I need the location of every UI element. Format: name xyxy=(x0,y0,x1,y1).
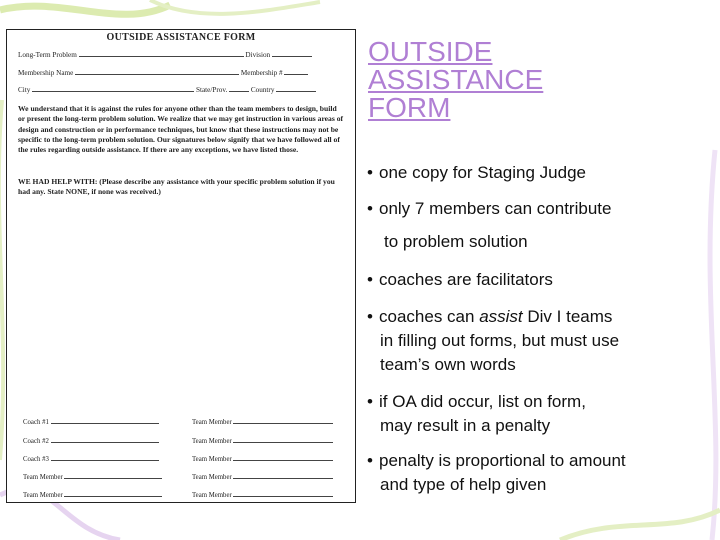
slide-title-line: FORM xyxy=(368,92,451,123)
signature-coach-1: Coach #1 xyxy=(23,417,159,426)
field-label-city: City xyxy=(18,86,31,94)
slide-title-line: ASSISTANCE xyxy=(368,64,544,95)
field-label-country: Country xyxy=(250,86,275,94)
slide-title xyxy=(368,38,668,122)
form-row-membership xyxy=(18,68,308,77)
signature-coach-2: Coach #2 xyxy=(23,436,159,445)
form-help-prompt: WE HAD HELP WITH: (Please describe any assistance with your specific problem solution if you had any. State NONE, if none was received.) xyxy=(18,177,335,197)
signature-team-member: Team Member xyxy=(192,454,333,463)
field-label-membership-name: Membership Name xyxy=(18,69,74,77)
field-line xyxy=(284,68,308,75)
field-label-problem: Long-Term Problem xyxy=(18,51,77,59)
field-line xyxy=(229,85,249,92)
green-swirl-top xyxy=(0,5,170,14)
field-line xyxy=(276,85,316,92)
form-title: OUTSIDE ASSISTANCE FORM xyxy=(106,32,256,43)
slide-title-line: OUTSIDE xyxy=(368,36,493,67)
bullet-icon: • xyxy=(367,270,373,289)
form-row-location xyxy=(18,85,316,94)
bullet-icon: • xyxy=(367,392,373,411)
outside-assistance-form-image xyxy=(6,29,356,503)
signature-team-member: Team Member xyxy=(192,472,333,481)
bullet-coaches-facilitators: • coaches are facilitators xyxy=(367,268,553,292)
form-statement: We understand that it is against the rules for anyone other than the team members to design, build or present the long-term problem solution. We realize that we may get instruction in various areas of design and construction or in performance techniques, but know that these instructions may not be specific to the long-term problem solution. Our signatures below signify that we have followed all of the rules regarding outside assistance. If there are any exceptions, we have listed those. xyxy=(18,104,344,155)
signature-team-member: Team Member xyxy=(23,490,162,499)
bullet-staging-judge: • one copy for Staging Judge xyxy=(367,161,586,185)
field-line xyxy=(272,50,312,57)
green-swirl-top-2 xyxy=(150,0,320,14)
field-label-division: Division xyxy=(245,51,271,59)
signature-team-member: Team Member xyxy=(192,490,333,499)
bullet-icon: • xyxy=(367,163,373,182)
green-swirl-left xyxy=(0,100,3,460)
purple-swirl-right xyxy=(710,150,716,540)
field-line xyxy=(32,85,194,92)
form-row-problem xyxy=(18,50,312,59)
bullet-oa-occur: • if OA did occur, list on form, may result in a penalty xyxy=(367,392,586,435)
signature-coach-3: Coach #3 xyxy=(23,454,159,463)
bullet-coaches-assist: • coaches can assist Div I teams in filling out forms, but must use team’s own words xyxy=(367,307,620,374)
bullet-penalty: • penalty is proportional to amount and type of help given xyxy=(367,451,626,494)
field-label-state: State/Prov. xyxy=(195,86,228,94)
bullet-icon: • xyxy=(367,451,373,470)
field-label-membership-no: Membership # xyxy=(240,69,283,77)
field-line xyxy=(75,68,239,75)
signature-team-member: Team Member xyxy=(23,472,162,481)
signature-team-member: Team Member xyxy=(192,417,333,426)
signature-team-member: Team Member xyxy=(192,436,333,445)
bullet-icon: • xyxy=(367,199,373,218)
bullet-seven-members: • only 7 members can contribute to problem solution xyxy=(367,199,612,251)
bullet-icon: • xyxy=(367,307,373,326)
green-swirl-bottom-right xyxy=(560,510,720,540)
field-line xyxy=(79,50,244,57)
